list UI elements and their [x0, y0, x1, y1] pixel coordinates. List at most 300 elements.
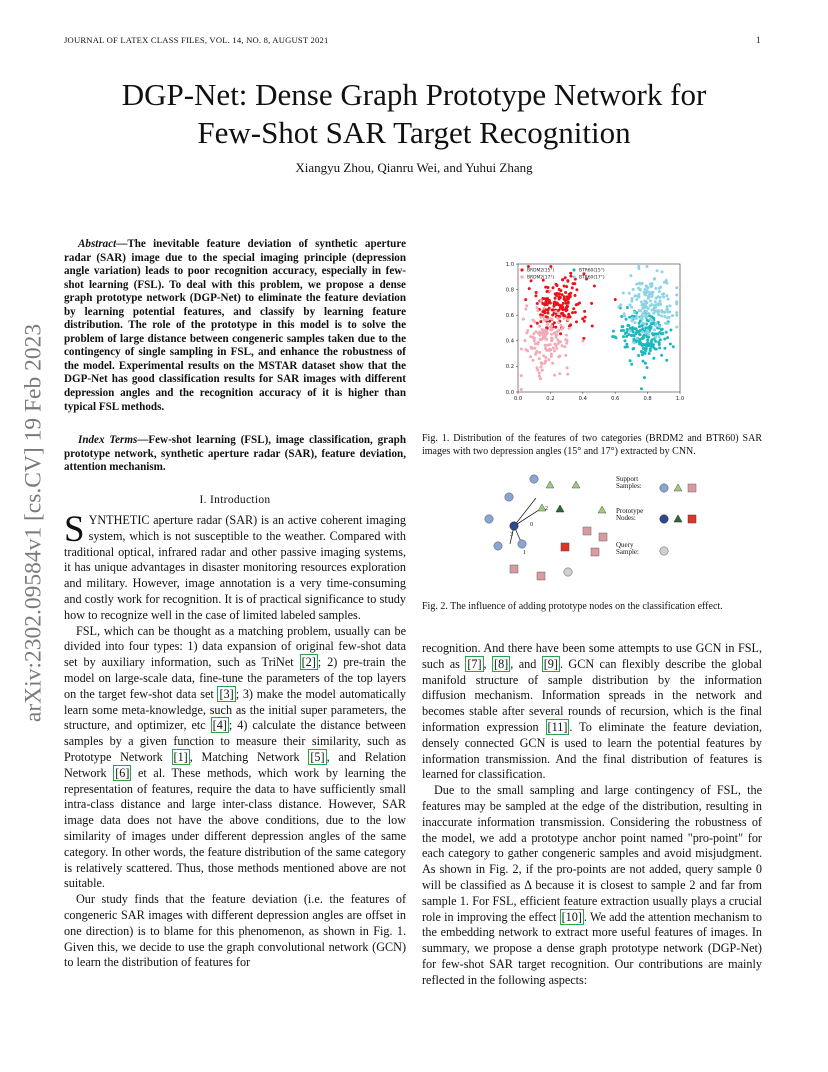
x-tick-label: 0.8	[643, 396, 652, 402]
scatter-point	[660, 354, 663, 357]
scatter-point	[640, 324, 643, 327]
scatter-point	[538, 325, 541, 328]
scatter-point	[539, 320, 542, 323]
prototype-circle	[510, 522, 518, 530]
scatter-point	[668, 304, 671, 307]
legend-prototype-triangle	[674, 515, 682, 522]
scatter-point	[590, 302, 593, 305]
scatter-point	[543, 311, 546, 314]
citation-link[interactable]: [1]	[173, 749, 188, 764]
scatter-point	[637, 287, 640, 290]
scatter-point	[545, 344, 548, 347]
scatter-point	[526, 329, 529, 332]
scatter-point	[550, 355, 553, 358]
scatter-point	[666, 336, 669, 339]
node-label: 0	[530, 522, 533, 528]
introduction-body	[64, 509, 407, 971]
scatter-point	[546, 323, 549, 326]
scatter-point	[629, 330, 632, 333]
scatter-point	[566, 366, 569, 369]
scatter-point	[575, 288, 578, 291]
scatter-point	[528, 287, 531, 290]
scatter-point	[669, 343, 672, 346]
scatter-point	[563, 295, 566, 298]
scatter-point	[675, 286, 678, 289]
scatter-point	[654, 300, 657, 303]
scatter-point	[643, 376, 646, 379]
scatter-point	[668, 316, 671, 319]
legend-prototype-circle	[660, 515, 668, 523]
citation-link[interactable]: [8]	[494, 656, 509, 671]
legend-support-circle	[660, 484, 668, 492]
scatter-point	[663, 315, 666, 318]
scatter-point	[649, 299, 652, 302]
scatter-point	[622, 335, 625, 338]
scatter-point	[643, 300, 646, 303]
scatter-point	[661, 270, 664, 273]
scatter-point	[645, 284, 648, 287]
scatter-point	[661, 332, 664, 335]
intro-paragraph-3: Our study finds that the feature deviation (i.e. the features of congeneric SAR images with different depression angles are offset in one direction) is to blame for this phenomenon, as shown in Fig. 1. Given this, we decide to use the graph convolutional network (GCN) to learn the distribution of features for	[64, 892, 406, 970]
scatter-point	[551, 338, 554, 341]
x-tick-label: 0.0	[513, 396, 523, 402]
support-triangle	[572, 481, 580, 488]
scatter-point	[663, 347, 666, 350]
scatter-point	[667, 297, 670, 300]
scatter-point	[561, 293, 564, 296]
scatter-point	[556, 338, 559, 341]
scatter-point	[544, 360, 547, 363]
scatter-point	[520, 374, 523, 377]
scatter-point	[633, 334, 636, 337]
scatter-point	[554, 310, 557, 313]
scatter-point	[547, 358, 550, 361]
legend-label: BRDM2(17°)	[527, 275, 555, 281]
scatter-point	[646, 366, 649, 369]
scatter-point	[641, 331, 644, 334]
scatter-point	[546, 318, 549, 321]
scatter-point	[638, 309, 641, 312]
journal-header: JOURNAL OF LATEX CLASS FILES, VOL. 14, NO. 8, AUGUST 2021	[64, 35, 329, 45]
scatter-point	[665, 294, 668, 297]
scatter-point	[628, 316, 631, 319]
citation-link[interactable]: [4]	[212, 718, 227, 733]
scatter-point	[560, 324, 563, 327]
scatter-point	[536, 368, 539, 371]
citation-link[interactable]: [3]	[219, 686, 234, 701]
scatter-point	[637, 267, 640, 270]
intro-p1-text: YNTHETIC aperture radar (SAR) is an active coherent imaging system, which is not susceptible to the weather. Compared with traditional optical, infrared radar and other passive imaging systems, it has unique advantages in disaster monitoring resources exploration and military. However, image annotation is a very time-consuming and costly work for recognition. It is of practical significance to study how to recognize well in the case of limited labeled samples.	[64, 513, 406, 622]
scatter-point	[622, 329, 625, 332]
scatter-point	[560, 327, 563, 330]
scatter-point	[646, 289, 649, 292]
scatter-point	[567, 301, 570, 304]
scatter-point	[653, 304, 656, 307]
legend-query-label: Query Sample:	[616, 542, 639, 556]
scatter-point	[641, 315, 644, 318]
scatter-point	[651, 295, 654, 298]
index-terms-text: —Few-shot learning (FSL), image classification, graph prototype network, synthetic aperture radar (SAR), feature deviation, attention mechanism.	[64, 434, 406, 474]
scatter-point	[652, 333, 655, 336]
intro-paragraph-1	[64, 509, 406, 624]
scatter-point	[557, 312, 560, 315]
scatter-point	[539, 366, 542, 369]
citation-link[interactable]: [5]	[310, 749, 325, 764]
plot-frame	[518, 264, 680, 392]
scatter-point	[642, 303, 645, 306]
scatter-point	[549, 343, 552, 346]
y-tick-label: 0.0	[505, 389, 514, 396]
scatter-point	[638, 282, 641, 285]
scatter-point	[539, 316, 542, 319]
legend-support-square	[688, 484, 696, 492]
scatter-point	[564, 299, 567, 302]
node-label: 1	[523, 550, 526, 556]
scatter-point	[660, 314, 663, 317]
scatter-point	[665, 305, 668, 308]
scatter-point	[538, 351, 541, 354]
prototype-triangle	[556, 505, 564, 512]
scatter-point	[552, 346, 555, 349]
scatter-point	[625, 335, 628, 338]
scatter-point	[658, 325, 661, 328]
scatter-point	[569, 275, 572, 278]
scatter-point	[538, 357, 541, 360]
scatter-point	[536, 309, 539, 312]
y-tick-label: 0.6	[505, 313, 514, 319]
scatter-point	[541, 369, 544, 372]
scatter-point	[647, 312, 650, 315]
legend-query-label-box	[616, 542, 656, 562]
scatter-point	[558, 303, 561, 306]
scatter-point	[565, 342, 568, 345]
x-tick-label: 0.2	[546, 396, 555, 402]
scatter-point	[643, 322, 646, 325]
scatter-point	[636, 337, 639, 340]
scatter-point	[563, 345, 566, 348]
scatter-point	[675, 325, 678, 328]
scatter-point	[549, 302, 552, 305]
x-tick-label: 0.6	[611, 396, 620, 402]
citation-link[interactable]: [10]	[561, 909, 582, 924]
scatter-point	[661, 293, 664, 296]
scatter-point	[644, 293, 647, 296]
scatter-point	[566, 318, 569, 321]
text-run: . We add the attention mechanism to the embedding network to extract more useful features of images. In summary, we propose a dense graph prototype network (DGP-Net) for few-shot SAR target recognition. Our contributions are mainly reflected in the following aspects:	[422, 909, 762, 987]
legend-marker	[572, 275, 575, 278]
scatter-point	[645, 315, 648, 318]
scatter-point	[644, 352, 647, 355]
scatter-point	[534, 330, 537, 333]
arxiv-stamp-text: arXiv:2302.09584v1 [cs.CV] 19 Feb 2023	[20, 323, 47, 723]
figure-1-scatter-plot	[490, 256, 690, 412]
scatter-point	[666, 310, 669, 313]
y-tick-label: 1.0	[505, 261, 514, 268]
legend-marker	[520, 275, 523, 278]
scatter-point	[538, 372, 541, 375]
legend-label: BTR60(15°)	[579, 268, 605, 274]
scatter-point	[539, 299, 542, 302]
citation-link[interactable]: [11]	[547, 719, 568, 734]
scatter-point	[551, 362, 554, 365]
authors: Xiangyu Zhou, Qianru Wei, and Yuhui Zhang	[295, 160, 533, 175]
intro-paragraph-2	[64, 624, 406, 893]
scatter-point	[550, 328, 553, 331]
scatter-point	[642, 360, 645, 363]
node-number-labels	[510, 506, 548, 556]
scatter-point	[655, 297, 658, 300]
scatter-point	[520, 348, 523, 351]
scatter-point	[552, 286, 555, 289]
scatter-point	[551, 313, 554, 316]
scatter-point	[545, 332, 548, 335]
scatter-point	[591, 325, 594, 328]
title-line-1: DGP-Net: Dense Graph Prototype Network for	[121, 77, 707, 112]
scatter-point	[612, 330, 615, 333]
text-run: , and Relation Network	[64, 749, 406, 780]
paper-title	[64, 76, 764, 152]
scatter-point	[663, 337, 666, 340]
scatter-point	[538, 375, 541, 378]
scatter-point	[542, 307, 545, 310]
text-run: ,	[483, 656, 493, 671]
scatter-point	[640, 301, 643, 304]
page-number: 1	[756, 35, 761, 45]
scatter-point	[569, 323, 572, 326]
scatter-point	[520, 388, 523, 391]
scatter-point	[654, 347, 657, 350]
legend-prototype-square	[688, 515, 696, 523]
scatter-point	[555, 294, 558, 297]
scatter-point	[526, 349, 529, 352]
scatter-point	[562, 317, 565, 320]
legend-query-circle	[660, 547, 668, 555]
scatter-point	[573, 294, 576, 297]
scatter-point	[621, 325, 624, 328]
scatter-point	[548, 348, 551, 351]
scatter-point	[561, 278, 564, 281]
scatter-point	[658, 346, 661, 349]
support-square	[583, 527, 591, 535]
scatter-point	[646, 319, 649, 322]
scatter-point	[571, 282, 574, 285]
scatter-point	[524, 308, 527, 311]
abstract-text: —The inevitable feature deviation of synthetic aperture radar (SAR) image due to the special imaging principle (depression angle variation) leads to poor recognition accuracy, especially in few-shot learning (FSL). To deal with this problem, we propose a dense graph prototype network (DGP-Net) to eliminate the feature deviation by learning potential features, and classify by learning feature distribution. The role of the prototype in this model is to solve the problem of large distance between congeneric samples taken due to the contingency of single sampling in FSL, and enhance the robustness of the model. Experimental results on the MSTAR dataset show that the DGP-Net has good classification results for SAR images with different depression angles and the recognition accuracy of it is higher than typical FSL methods.	[64, 238, 406, 413]
scatter-point	[575, 320, 578, 323]
y-tick-label: 0.2	[505, 364, 514, 371]
scatter-point	[529, 335, 532, 338]
scatter-point	[644, 349, 647, 352]
scatter-point	[652, 357, 655, 360]
scatter-point	[540, 361, 543, 364]
scatter-point	[523, 339, 526, 342]
scatter-point	[658, 287, 661, 290]
text-run: . GCN can flexibly describe the global manifold structure of sample distribution by the information diffusion mechanism. Information spreads in the network and becomes stable after several rounds of recursion, which is the final information expression	[422, 656, 762, 734]
scatter-point	[564, 276, 567, 279]
scatter-point	[628, 303, 631, 306]
scatter-point	[633, 311, 636, 314]
scatter-point	[554, 342, 557, 345]
legend-marker	[572, 268, 575, 271]
legend-support-label-box	[616, 476, 656, 496]
scatter-point	[648, 352, 651, 355]
scatter-point	[534, 353, 537, 356]
citation-link[interactable]: [7]	[467, 656, 482, 671]
scatter-point	[634, 321, 637, 324]
y-tick-label: 0.8	[505, 287, 514, 294]
citation-link[interactable]: [9]	[543, 656, 558, 671]
scatter-point	[635, 327, 638, 330]
scatter-point	[614, 298, 617, 301]
scatter-point	[566, 373, 569, 376]
text-run: , Matching Network	[189, 749, 309, 764]
scatter-point	[662, 295, 665, 298]
scatter-point	[565, 334, 568, 337]
scatter-point	[546, 290, 549, 293]
scatter-point	[635, 283, 638, 286]
query-circle	[564, 568, 572, 576]
scatter-point	[644, 362, 647, 365]
scatter-point	[657, 313, 660, 316]
scatter-point	[646, 341, 649, 344]
scatter-point	[629, 274, 632, 277]
scatter-point	[640, 387, 643, 390]
scatter-point	[642, 346, 645, 349]
scatter-point	[574, 311, 577, 314]
scatter-point	[542, 316, 545, 319]
scatter-point	[564, 291, 567, 294]
scatter-point	[659, 296, 662, 299]
scatter-point	[659, 300, 662, 303]
scatter-point	[622, 292, 625, 295]
scatter-point	[555, 334, 558, 337]
scatter-point	[569, 272, 572, 275]
support-triangle	[598, 506, 606, 513]
legend-support-triangle	[674, 484, 682, 491]
scatter-point	[665, 359, 668, 362]
text-run: . To eliminate the feature deviation, densely connected GCN is used to learn the potential features by information transmission. And the final distribution of features is learned for classification.	[422, 719, 762, 782]
scatter-point	[671, 314, 674, 317]
scatter-point	[544, 319, 547, 322]
scatter-point	[571, 311, 574, 314]
scatter-point	[537, 341, 540, 344]
scatter-point	[539, 377, 542, 380]
legend-label: BTR60(17°)	[579, 275, 605, 281]
legend-marker	[520, 268, 523, 271]
scatter-point	[653, 328, 656, 331]
scatter-point	[647, 307, 650, 310]
support-square	[599, 533, 607, 541]
citation-link[interactable]: [6]	[115, 765, 130, 780]
scatter-point	[563, 284, 566, 287]
scatter-point	[635, 298, 638, 301]
legend-prototype-label-box	[616, 508, 656, 528]
scatter-point	[561, 307, 564, 310]
scatter-point	[558, 317, 561, 320]
citation-link[interactable]: [2]	[301, 655, 316, 670]
right-paragraph-1	[422, 641, 762, 783]
scatter-point	[546, 286, 549, 289]
scatter-point	[638, 295, 641, 298]
text-run: , and	[510, 656, 542, 671]
scatter-point	[637, 354, 640, 357]
scatter-point	[631, 297, 634, 300]
scatter-point	[566, 305, 569, 308]
graph-edges	[510, 498, 542, 544]
scatter-point	[553, 305, 556, 308]
legend-prototype-label: Prototype Nodes:	[616, 508, 644, 522]
prototype-square	[561, 543, 569, 551]
scatter-point	[635, 317, 638, 320]
scatter-point	[611, 335, 614, 338]
scatter-point	[566, 279, 569, 282]
scatter-point	[657, 332, 660, 335]
scatter-point	[529, 355, 532, 358]
scatter-point	[646, 339, 649, 342]
scatter-point	[653, 278, 656, 281]
x-tick-label: 1.0	[675, 396, 685, 402]
scatter-point	[654, 287, 657, 290]
scatter-point	[564, 354, 567, 357]
index-terms	[64, 434, 406, 475]
scatter-point	[543, 297, 546, 300]
scatter-point	[643, 310, 646, 313]
scatter-point	[558, 329, 561, 332]
scatter-point	[567, 327, 570, 330]
scatter-point	[642, 343, 645, 346]
scatter-point	[640, 350, 643, 353]
scatter-point	[583, 320, 586, 323]
scatter-point	[653, 307, 656, 310]
edge	[514, 508, 542, 526]
text-run: FSL, which can be thought as a matching problem, usually can be divided into four types: 1) data expansion of original few-shot data set by auxiliary information, such as TriNet	[64, 623, 406, 670]
scatter-point	[559, 332, 562, 335]
scatter-point	[649, 318, 652, 321]
scatter-point	[655, 322, 658, 325]
scatter-point	[648, 291, 651, 294]
text-run: ; 2) pre-train the model on large-scale data, fine-tune the parameters of the top layers on the target few-shot data set	[64, 655, 406, 701]
scatter-point	[546, 312, 549, 315]
scatter-point	[533, 347, 536, 350]
scatter-point	[558, 372, 561, 375]
scatter-point	[666, 322, 669, 325]
scatter-point	[657, 341, 660, 344]
scatter-point	[646, 330, 649, 333]
node-label: 3	[510, 532, 513, 538]
scatter-point	[554, 283, 557, 286]
figure-2-diagram	[470, 470, 720, 586]
scatter-point	[533, 320, 536, 323]
legend-support-label: Support Samples:	[616, 476, 642, 490]
scatter-point	[524, 298, 527, 301]
scatter-point	[530, 325, 533, 328]
scatter-point	[658, 335, 661, 338]
scatter-point	[554, 297, 557, 300]
scatter-point	[542, 330, 545, 333]
scatter-point	[558, 298, 561, 301]
scatter-point	[535, 291, 538, 294]
y-tick-label: 0.4	[505, 338, 514, 345]
section-heading: I. Introduction	[199, 494, 271, 506]
scatter-point	[641, 307, 644, 310]
scatter-point	[626, 324, 629, 327]
scatter-point	[623, 339, 626, 342]
scatter-point	[522, 318, 525, 321]
scatter-point	[658, 290, 661, 293]
scatter-point	[675, 302, 678, 305]
scatter-point	[525, 304, 528, 307]
scatter-point	[531, 359, 534, 362]
